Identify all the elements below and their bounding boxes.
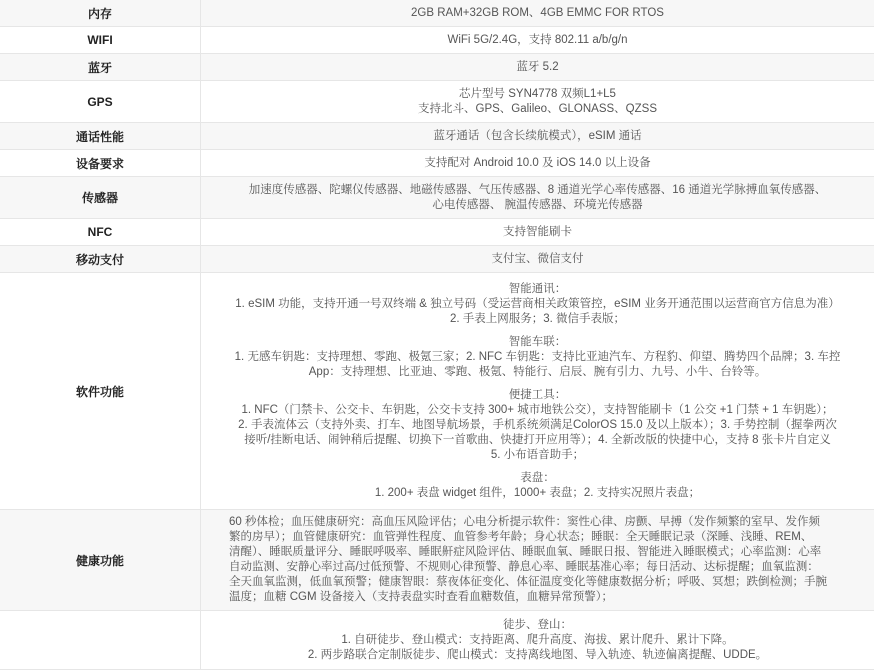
row-nfc	[0, 219, 874, 246]
row-memory	[0, 0, 874, 27]
row-payment	[0, 246, 874, 273]
value-line: WiFi 5G/2.4G，支持 802.11 a/b/g/n	[447, 33, 628, 46]
section-smart-car	[225, 335, 850, 380]
value-line: 清醒）、睡眠质量评分、睡眠呼吸率、睡眠鼾症风险评估、睡眠血氧、睡眠日报、智能进入睡眠模式；心率监测：心率	[229, 546, 822, 558]
label-sports	[0, 611, 201, 669]
value-line: 支持配对 Android 10.0 及 iOS 14.0 以上设备	[424, 156, 651, 169]
value-line: 徒步、登山：	[503, 618, 572, 631]
section-heading: 表盘：	[520, 471, 555, 484]
value-sensors	[201, 177, 874, 218]
value-line: 5. 小布语音助手；	[490, 448, 585, 461]
value-wifi	[201, 27, 874, 53]
label-gps: GPS	[0, 81, 201, 122]
section-heading: 便捷工具：	[508, 388, 567, 401]
value-line: 2. 手表上网服务；3. 微信手表版；	[449, 312, 626, 325]
value-line: 2. 两步路联合定制版徒步、爬山模式：支持离线地图、导入轨迹、轨迹偏离提醒、UDDE。	[307, 648, 768, 661]
row-wifi	[0, 27, 874, 54]
row-gps	[0, 81, 874, 123]
value-bluetooth	[201, 54, 874, 80]
label-sensors: 传感器	[0, 177, 201, 218]
value-line: 加速度传感器、陀螺仪传感器、地磁传感器、气压传感器、8 通道光学心率传感器、16 通道光学脉搏血氧传感器、	[248, 183, 827, 196]
section-convenient-tools	[225, 388, 850, 463]
value-line: 温度；血糖 CGM 设备接入（支持表盘实时查看血糖数值，血糖异常预警）；	[229, 591, 613, 603]
label-payment: 移动支付	[0, 246, 201, 272]
value-line: 支持智能刷卡	[503, 225, 572, 238]
row-sports	[0, 611, 874, 670]
label-wifi: WIFI	[0, 27, 201, 53]
section-watch-face	[225, 471, 850, 501]
value-sports	[201, 611, 874, 669]
value-device-req	[201, 150, 874, 176]
label-memory: 内存	[0, 0, 201, 26]
label-device-req: 设备要求	[0, 150, 201, 176]
value-software	[201, 273, 874, 509]
value-line: 支持北斗、GPS、Galileo、GLONASS、QZSS	[418, 102, 657, 115]
value-line: 心电传感器、 腕温传感器、环境光传感器	[432, 198, 643, 211]
value-line: 自动监测、安静心率过高/过低预警、不规则心律预警、静息心率、睡眠基准心率；每日活动、达标提醒；血氧监测：	[229, 561, 819, 573]
value-line: 接听/挂断电话、闹钟稍后提醒、切换下一首歌曲、快捷打开应用等）；4. 全新改版的快捷中心，支持 8 张卡片自定义	[244, 433, 831, 446]
value-line: 1. 自研徒步、登山模式：支持距离、爬升高度、海拔、累计爬升、累计下降。	[341, 633, 734, 646]
value-line: 全天血氧监测，低血氧预警；健康智眼：蔡夜体征变化、体征温度变化等健康数据分析；呼吸、冥想；跌倒检测；手腕	[229, 576, 827, 588]
value-payment	[201, 246, 874, 272]
value-line: 支付宝、微信支付	[491, 252, 584, 265]
label-call: 通话性能	[0, 123, 201, 149]
row-bluetooth	[0, 54, 874, 81]
row-health	[0, 510, 874, 611]
value-line: 1. 200+ 表盘 widget 组件，1000+ 表盘；2. 支持实况照片表盘；	[374, 486, 701, 499]
value-line: 2. 手表流体云（支持外卖、打车、地图导航场景，手机系统须满足ColorOS 15.0 及以上版本）；3. 手势控制（握拳两次	[238, 418, 837, 431]
value-memory	[201, 0, 874, 26]
value-line: 蓝牙 5.2	[516, 60, 559, 73]
value-line: 60 秒体检；血压健康研究：高血压风险评估；心电分析提示软件：窦性心律、房颤、早搏（发作频繁的室早、发作频	[229, 516, 820, 528]
value-call	[201, 123, 874, 149]
section-heading: 智能车联：	[508, 335, 567, 348]
row-call	[0, 123, 874, 150]
section-smart-communication	[225, 282, 850, 327]
row-device-req	[0, 150, 874, 177]
label-nfc: NFC	[0, 219, 201, 245]
value-line: 1. 无感车钥匙：支持理想、零跑、极氪三家；2. NFC 车钥匙：支持比亚迪汽车、方程豹、仰望、腾势四个品牌；3. 车控	[234, 350, 841, 363]
value-health	[201, 510, 874, 610]
label-software: 软件功能	[0, 273, 201, 509]
section-heading: 智能通讯：	[508, 282, 567, 295]
row-sensors	[0, 177, 874, 219]
value-nfc	[201, 219, 874, 245]
value-gps	[201, 81, 874, 122]
label-bluetooth: 蓝牙	[0, 54, 201, 80]
label-health: 健康功能	[0, 510, 201, 610]
value-line: 2GB RAM+32GB ROM、4GB EMMC FOR RTOS	[411, 6, 664, 19]
value-line: App：支持理想、比亚迪、零跑、极氪、特能行、启辰、腕有引力、九号、小牛、台铃等。	[308, 365, 767, 378]
value-line: 1. NFC（门禁卡、公交卡、车钥匙，公交卡支持 300+ 城市地铁公交），支持智能刷卡（1 公交 +1 门禁 + 1 车钥匙）；	[241, 403, 834, 416]
row-software	[0, 273, 874, 510]
value-line: 芯片型号 SYN4778 双频L1+L5	[459, 87, 616, 100]
value-line: 1. eSIM 功能，支持开通一号双终端 & 独立号码（受运营商相关政策管控，eSIM 业务开通范围以运营商官方信息为准）	[235, 297, 840, 310]
value-line: 繁的房早）；血管健康研究：血管弹性程度、血管参考年龄；身心状态；睡眠：全天睡眠记录（深睡、浅睡、REM、	[229, 531, 813, 543]
value-line: 蓝牙通话（包含长续航模式），eSIM 通话	[433, 129, 642, 142]
